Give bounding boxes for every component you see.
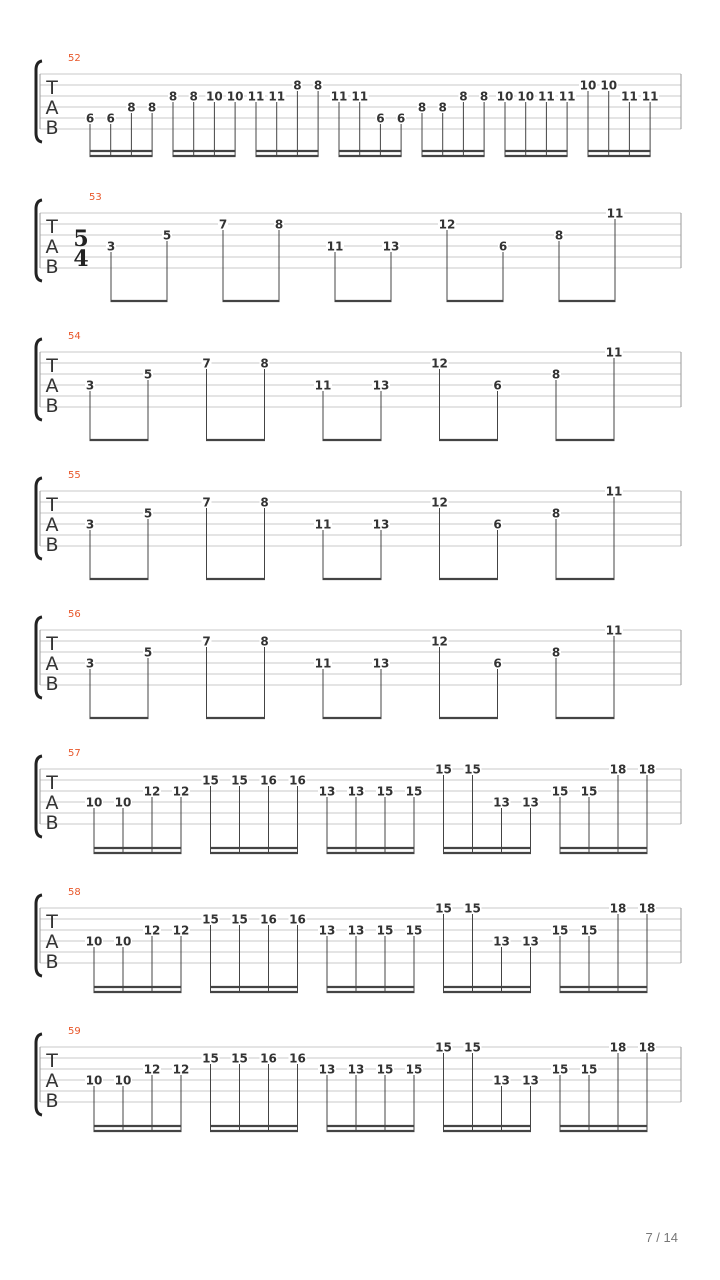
fret-number: 13: [493, 1073, 510, 1088]
fret-number: 12: [143, 1062, 161, 1077]
tab-clef-letter: A: [45, 514, 59, 536]
fret-number: 3: [85, 378, 95, 393]
tab-clef-letter: A: [45, 375, 59, 397]
fret-number: 10: [85, 934, 103, 949]
tab-clef-letter: T: [46, 494, 58, 516]
fret-number: 15: [405, 1062, 423, 1077]
fret-number: 15: [231, 912, 248, 927]
fret-number: 6: [85, 111, 95, 126]
fret-number: 8: [417, 100, 427, 115]
fret-number: 8: [260, 356, 269, 371]
fret-number: 15: [231, 773, 248, 788]
fret-number: 13: [372, 378, 390, 393]
fret-number: 11: [621, 89, 638, 104]
measure-number: 59: [68, 1026, 81, 1037]
fret-number: 15: [551, 784, 569, 799]
tab-system-57: [36, 748, 681, 853]
time-signature-top: 5: [73, 226, 89, 252]
system-bracket: [36, 61, 42, 142]
fret-number: 13: [522, 934, 539, 949]
tab-clef-letter: A: [45, 97, 59, 119]
fret-number: 16: [260, 1051, 277, 1066]
fret-number: 10: [579, 78, 597, 93]
fret-number: 7: [202, 634, 211, 649]
fret-number: 8: [147, 100, 157, 115]
tab-clef-letter: A: [45, 792, 59, 814]
fret-number: 6: [396, 111, 406, 126]
fret-number: 11: [605, 345, 623, 360]
fret-number: 15: [202, 773, 219, 788]
fret-number: 13: [347, 1062, 365, 1077]
fret-number: 7: [202, 356, 211, 371]
fret-number: 13: [372, 517, 390, 532]
fret-number: 11: [351, 89, 369, 104]
tab-clef-letter: T: [46, 911, 58, 933]
fret-number: 18: [638, 1040, 656, 1055]
fret-number: 11: [314, 378, 332, 393]
fret-number: 15: [580, 784, 598, 799]
fret-number: 11: [268, 89, 286, 104]
tab-system-53: [36, 192, 681, 301]
fret-number: 11: [330, 89, 348, 104]
fret-number: 16: [289, 1051, 306, 1066]
fret-number: 8: [189, 89, 198, 104]
fret-number: 13: [493, 795, 510, 810]
tab-clef-letter: T: [46, 77, 58, 99]
system-bracket: [36, 339, 42, 420]
fret-number: 12: [438, 217, 456, 232]
fret-number: 10: [206, 89, 223, 104]
fret-number: 12: [431, 495, 448, 510]
fret-number: 15: [551, 923, 569, 938]
measure-number: 54: [68, 331, 81, 342]
fret-number: 5: [143, 506, 153, 521]
fret-number: 12: [143, 784, 161, 799]
fret-number: 16: [260, 773, 277, 788]
fret-number: 15: [202, 1051, 219, 1066]
fret-number: 15: [464, 901, 481, 916]
fret-number: 15: [580, 923, 598, 938]
measure-number: 52: [68, 53, 81, 64]
fret-number: 3: [85, 517, 95, 532]
time-signature-bottom: 4: [73, 246, 89, 272]
fret-number: 15: [405, 923, 423, 938]
fret-number: 8: [459, 89, 468, 104]
fret-number: 8: [438, 100, 447, 115]
fret-number: 16: [289, 773, 306, 788]
tab-clef-letter: T: [46, 772, 58, 794]
fret-number: 12: [143, 923, 161, 938]
fret-number: 5: [143, 367, 153, 382]
fret-number: 15: [435, 901, 452, 916]
fret-number: 3: [85, 656, 95, 671]
tab-clef-letter: B: [45, 256, 59, 278]
fret-number: 10: [517, 89, 535, 104]
fret-number: 18: [609, 762, 627, 777]
fret-number: 15: [551, 1062, 569, 1077]
fret-number: 15: [376, 784, 394, 799]
fret-number: 11: [314, 517, 332, 532]
fret-number: 11: [314, 656, 332, 671]
fret-number: 11: [606, 206, 624, 221]
measure-number: 53: [89, 192, 102, 203]
tab-clef-letter: T: [46, 633, 58, 655]
fret-number: 8: [260, 495, 269, 510]
fret-number: 11: [605, 484, 623, 499]
fret-number: 8: [260, 634, 269, 649]
fret-number: 6: [493, 656, 502, 671]
fret-number: 18: [609, 1040, 627, 1055]
fret-number: 10: [85, 795, 103, 810]
fret-number: 6: [493, 517, 502, 532]
fret-number: 8: [168, 89, 178, 104]
fret-number: 15: [464, 762, 481, 777]
fret-number: 10: [114, 1073, 132, 1088]
fret-number: 15: [405, 784, 423, 799]
fret-number: 3: [106, 239, 116, 254]
system-bracket: [36, 478, 42, 559]
tab-clef-letter: B: [45, 673, 59, 695]
tab-system-52: [36, 53, 681, 156]
tab-system-59: [36, 1026, 681, 1131]
fret-number: 11: [605, 623, 623, 638]
tab-clef-letter: B: [45, 812, 59, 834]
fret-number: 15: [580, 1062, 598, 1077]
fret-number: 15: [202, 912, 219, 927]
tab-clef-letter: A: [45, 931, 59, 953]
fret-number: 8: [479, 89, 489, 104]
tab-clef-letter: B: [45, 951, 59, 973]
measure-number: 55: [68, 470, 81, 481]
fret-number: 15: [231, 1051, 248, 1066]
fret-number: 8: [551, 367, 561, 382]
tab-clef-letter: B: [45, 117, 59, 139]
fret-number: 8: [551, 645, 561, 660]
fret-number: 6: [498, 239, 508, 254]
fret-number: 13: [318, 784, 336, 799]
system-bracket: [36, 617, 42, 698]
fret-number: 13: [347, 923, 365, 938]
fret-number: 8: [127, 100, 136, 115]
tab-system-58: [36, 887, 681, 992]
tab-clef-letter: T: [46, 1050, 58, 1072]
fret-number: 16: [289, 912, 306, 927]
tab-system-55: [36, 470, 681, 579]
measure-number: 57: [68, 748, 81, 759]
fret-number: 10: [114, 934, 132, 949]
fret-number: 10: [114, 795, 132, 810]
measure-number: 56: [68, 609, 81, 620]
fret-number: 11: [538, 89, 555, 104]
fret-number: 13: [372, 656, 390, 671]
fret-number: 16: [260, 912, 277, 927]
fret-number: 5: [143, 645, 153, 660]
tab-clef-letter: B: [45, 534, 59, 556]
fret-number: 13: [522, 795, 539, 810]
fret-number: 10: [496, 89, 514, 104]
fret-number: 18: [638, 901, 656, 916]
tab-clef-letter: T: [46, 355, 58, 377]
fret-number: 10: [600, 78, 618, 93]
fret-number: 12: [431, 634, 448, 649]
fret-number: 11: [326, 239, 344, 254]
fret-number: 7: [218, 217, 228, 232]
fret-number: 15: [376, 923, 394, 938]
fret-number: 13: [522, 1073, 539, 1088]
system-bracket: [36, 895, 42, 976]
tab-clef-letter: B: [45, 1090, 59, 1112]
system-bracket: [36, 200, 42, 281]
fret-number: 15: [435, 762, 452, 777]
fret-number: 11: [641, 89, 659, 104]
fret-number: 12: [431, 356, 448, 371]
tab-clef-letter: T: [46, 216, 58, 238]
fret-number: 5: [162, 228, 172, 243]
page-number: 7 / 14: [645, 1230, 678, 1245]
fret-number: 8: [551, 506, 561, 521]
fret-number: 8: [554, 228, 564, 243]
fret-number: 7: [202, 495, 211, 510]
fret-number: 18: [609, 901, 627, 916]
fret-number: 11: [247, 89, 265, 104]
fret-number: 6: [493, 378, 502, 393]
tab-clef-letter: A: [45, 1070, 59, 1092]
measure-number: 58: [68, 887, 81, 898]
tab-system-56: [36, 609, 681, 718]
tab-clef-letter: A: [45, 653, 59, 675]
fret-number: 6: [106, 111, 115, 126]
fret-number: 12: [172, 923, 190, 938]
fret-number: 8: [293, 78, 302, 93]
fret-number: 10: [85, 1073, 103, 1088]
fret-number: 8: [313, 78, 323, 93]
fret-number: 18: [638, 762, 656, 777]
fret-number: 11: [558, 89, 576, 104]
tab-clef-letter: B: [45, 395, 59, 417]
tab-clef-letter: A: [45, 236, 59, 258]
fret-number: 13: [318, 1062, 336, 1077]
fret-number: 13: [493, 934, 510, 949]
fret-number: 13: [382, 239, 400, 254]
fret-number: 13: [318, 923, 336, 938]
system-bracket: [36, 1034, 42, 1115]
tab-system-54: [36, 331, 681, 440]
fret-number: 10: [226, 89, 244, 104]
fret-number: 12: [172, 1062, 190, 1077]
fret-number: 13: [347, 784, 365, 799]
fret-number: 15: [464, 1040, 481, 1055]
system-bracket: [36, 756, 42, 837]
fret-number: 6: [376, 111, 385, 126]
fret-number: 8: [274, 217, 284, 232]
fret-number: 15: [435, 1040, 452, 1055]
fret-number: 12: [172, 784, 190, 799]
fret-number: 15: [376, 1062, 394, 1077]
